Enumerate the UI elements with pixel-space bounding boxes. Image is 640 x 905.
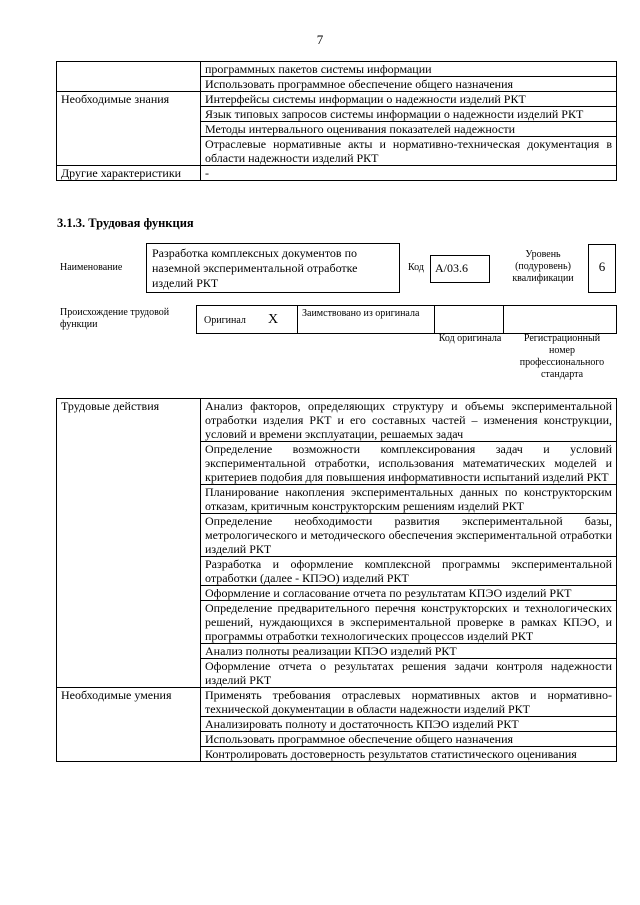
name-label: Наименование <box>60 262 123 273</box>
table-cell: Методы интервального оценивания показателей надежности <box>201 122 617 137</box>
table-cell: Применять требования отраслевых нормативных актов и нормативно-технической документации в области надежности изделий РКТ <box>201 688 617 717</box>
row-label <box>57 62 201 92</box>
table-cell: Интерфейсы системы информации о надежности изделий РКТ <box>201 92 617 107</box>
table-cell: - <box>201 166 617 181</box>
borrowed-label: Заимствовано из оригинала <box>302 308 420 319</box>
table-cell: Планирование накопления экспериментальных данных по конструкторским отказам, критичным конструкторским решениям изделий РКТ <box>201 485 617 514</box>
table-cell: Анализ факторов, определяющих структуру и объемы экспериментальной отработки изделия РКТ и его составных частей – изменения конструкции, условий и времени эксплуатации, решаемых задач <box>201 399 617 442</box>
name-value: Разработка комплексных документов по наземной экспериментальной отработке изделий РКТ <box>146 243 400 293</box>
table-cell: Анализировать полноту и достаточность КПЭО изделий РКТ <box>201 717 617 732</box>
row-label: Другие характеристики <box>57 166 201 181</box>
table-cell: Анализ полноты реализации КПЭО изделий РКТ <box>201 644 617 659</box>
top-table <box>56 61 617 181</box>
table-cell: Оформление отчета о результатах решения задачи контроля надежности изделий РКТ <box>201 659 617 688</box>
level-label: Уровень (подуровень) квалификации <box>512 249 574 284</box>
code-label: Код <box>408 262 424 273</box>
original-mark: X <box>268 312 279 327</box>
table-cell: Язык типовых запросов системы информации о надежности изделий РКТ <box>201 107 617 122</box>
table-cell: Оформление и согласование отчета по результатам КПЭО изделий РКТ <box>201 586 617 601</box>
table-cell: Определение возможности комплексирования задач и условий экспериментальной отработки, использования математических моделей и критериев подобия для повышения информативности испытаний изделий РКТ <box>201 442 617 485</box>
main-table <box>56 398 617 762</box>
original-label: Оригинал <box>204 315 246 326</box>
row-label: Необходимые знания <box>57 92 201 166</box>
table-row <box>57 688 617 717</box>
table-row <box>57 399 617 442</box>
table-row <box>57 92 617 107</box>
table-cell: Разработка и оформление комплексной программы экспериментальной отработки (далее - КПЭО) изделий РКТ <box>201 557 617 586</box>
level-value: 6 <box>588 244 616 293</box>
table-cell: Определение предварительного перечня конструкторских и технологических решений, нуждающихся в экспериментальной проверке в рамках КПЭО, и программы отработки технологических процессов изделий РКТ <box>201 601 617 644</box>
section-title: 3.1.3. Трудовая функция <box>57 216 194 230</box>
code-caption: Код оригинала <box>438 333 502 344</box>
table-cell: Использовать программное обеспечение общего назначения <box>201 732 617 747</box>
origin-label: Происхождение трудовой функции <box>60 307 170 330</box>
table-cell: Использовать программное обеспечение общего назначения <box>201 77 617 92</box>
table-cell: Контролировать достоверность результатов статистического оценивания <box>201 747 617 762</box>
table-cell: программных пакетов системы информации <box>201 62 617 77</box>
page-number: 7 <box>316 32 324 47</box>
table-cell: Отраслевые нормативные акты и нормативно-техническая документация в области надежности изделий РКТ <box>201 137 617 166</box>
row-label: Необходимые умения <box>57 688 201 762</box>
row-label: Трудовые действия <box>57 399 201 688</box>
reg-caption: Регистрационный номер профессионального стандарта <box>519 333 605 380</box>
table-row <box>57 62 617 77</box>
table-row <box>57 166 617 181</box>
table-cell: Определение необходимости развития экспериментальной базы, метрологического и методического обеспечения экспериментальной отработки изделий РКТ <box>201 514 617 557</box>
code-value: А/03.6 <box>430 255 490 283</box>
